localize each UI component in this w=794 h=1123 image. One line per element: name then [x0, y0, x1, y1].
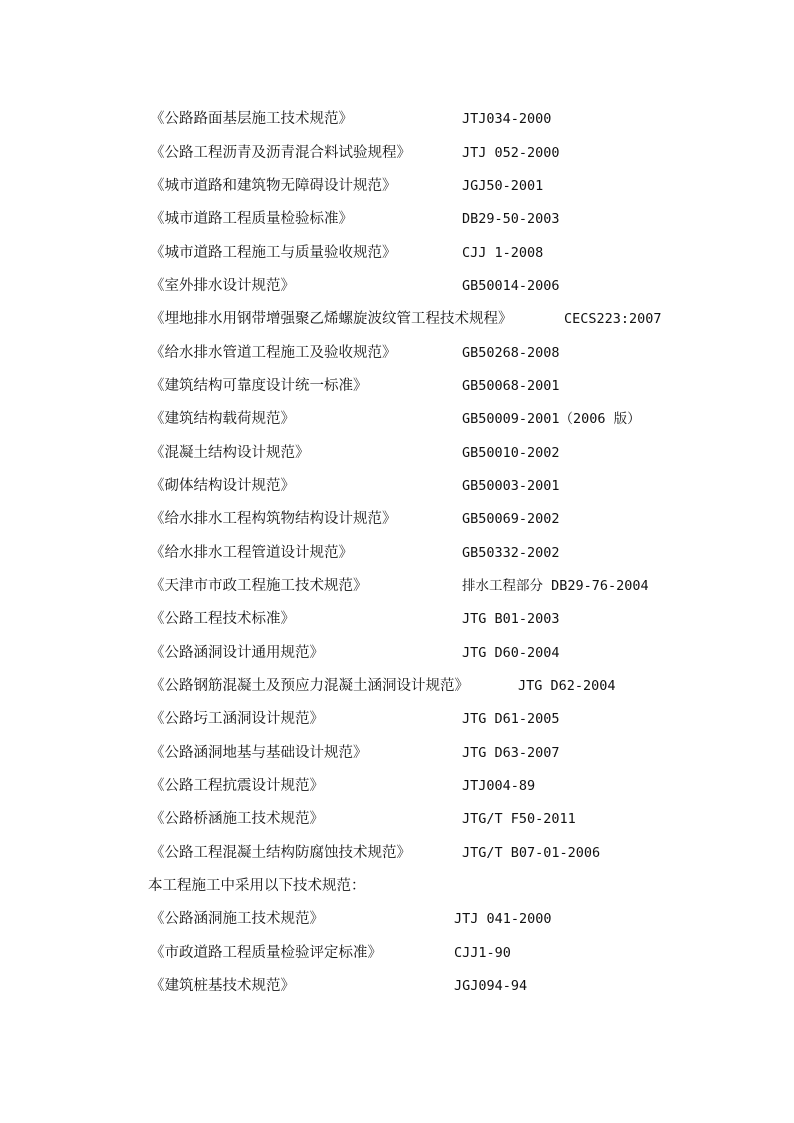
standard-title: 《市政道路工程质量检验评定标准》	[150, 945, 382, 961]
standard-entry	[150, 541, 560, 565]
standard-code: GB50069-2002	[462, 511, 560, 527]
standard-title: 《公路工程沥青及沥青混合料试验规程》	[150, 145, 411, 161]
standard-title: 《公路涵洞设计通用规范》	[150, 645, 324, 661]
standard-title: 《城市道路工程质量检验标准》	[150, 211, 353, 227]
standard-code: JTG D60-2004	[462, 645, 560, 661]
standard-code: GB50014-2006	[462, 278, 560, 294]
standard-code: JTJ004-89	[462, 778, 536, 794]
standard-title: 《公路钢筋混凝土及预应力混凝土涵洞设计规范》	[150, 678, 469, 694]
standard-title: 《公路工程抗震设计规范》	[150, 778, 324, 794]
standard-title: 《建筑结构载荷规范》	[150, 411, 295, 427]
standard-entry	[150, 107, 552, 131]
standard-title: 《天津市市政工程施工技术规范》	[150, 578, 368, 594]
standard-entry	[150, 174, 544, 198]
standard-title: 《给水排水工程构筑物结构设计规范》	[150, 511, 397, 527]
standard-entry	[150, 274, 560, 298]
standard-code: JTG D63-2007	[462, 745, 560, 761]
standard-title: 《公路圬工涵洞设计规范》	[150, 711, 324, 727]
construction-standard-entry	[150, 974, 528, 998]
standard-title: 《建筑结构可靠度设计统一标准》	[150, 378, 368, 394]
standard-entry	[150, 741, 560, 765]
standard-title: 《城市道路工程施工与质量验收规范》	[150, 245, 397, 261]
standard-entry	[150, 341, 560, 365]
standard-code: JTJ 041-2000	[454, 911, 552, 927]
standard-title: 《混凝土结构设计规范》	[150, 445, 310, 461]
standard-code: CECS223:2007	[564, 311, 662, 327]
standard-entry	[150, 141, 560, 165]
standard-entry	[150, 307, 662, 331]
standard-code: JGJ094-94	[454, 978, 528, 994]
standard-code: JTG D62-2004	[518, 678, 616, 694]
standard-entry	[150, 707, 560, 731]
standard-entry	[150, 441, 560, 465]
standard-code: JTJ034-2000	[462, 111, 552, 127]
standard-code: JTG/T F50-2011	[462, 811, 576, 827]
standard-code: CJJ1-90	[454, 945, 511, 961]
standard-code: JGJ50-2001	[462, 178, 544, 194]
standard-entry	[150, 207, 560, 231]
standard-code: GB50003-2001	[462, 478, 560, 494]
standard-title: 《公路路面基层施工技术规范》	[150, 111, 353, 127]
standard-code: GB50009-2001（2006 版）	[462, 411, 641, 427]
standard-title: 《给水排水工程管道设计规范》	[150, 545, 353, 561]
standard-code: 排水工程部分 DB29-76-2004	[462, 578, 649, 594]
standard-entry	[150, 807, 576, 831]
standard-entry	[150, 674, 616, 698]
standard-code: JTG/T B07-01-2006	[462, 845, 601, 861]
standard-code: JTJ 052-2000	[462, 145, 560, 161]
standard-title: 《公路工程技术标准》	[150, 611, 295, 627]
standard-title: 《埋地排水用钢带增强聚乙烯螺旋波纹管工程技术规程》	[150, 311, 513, 327]
construction-heading: 本工程施工中采用以下技术规范：	[148, 878, 366, 894]
standard-code: JTG D61-2005	[462, 711, 560, 727]
standard-title: 《公路涵洞施工技术规范》	[150, 911, 324, 927]
standard-code: GB50268-2008	[462, 345, 560, 361]
standard-entry	[150, 407, 641, 431]
standard-title: 《给水排水管道工程施工及验收规范》	[150, 345, 397, 361]
construction-standard-entry	[150, 907, 552, 931]
standard-entry	[150, 574, 649, 598]
standard-entry	[150, 474, 560, 498]
standard-title: 《公路桥涵施工技术规范》	[150, 811, 324, 827]
standard-title: 《砌体结构设计规范》	[150, 478, 295, 494]
standard-title: 《室外排水设计规范》	[150, 278, 295, 294]
standard-entry	[150, 841, 601, 865]
standard-entry	[150, 374, 560, 398]
standard-entry	[150, 774, 536, 798]
standard-entry	[150, 507, 560, 531]
construction-standard-entry	[150, 941, 511, 965]
standard-entry	[150, 641, 560, 665]
standard-entry	[150, 241, 544, 265]
standard-entry	[150, 607, 560, 631]
standard-code: DB29-50-2003	[462, 211, 560, 227]
standard-title: 《公路工程混凝土结构防腐蚀技术规范》	[150, 845, 411, 861]
standard-code: GB50010-2002	[462, 445, 560, 461]
standard-code: CJJ 1-2008	[462, 245, 544, 261]
standard-code: GB50068-2001	[462, 378, 560, 394]
standard-title: 《城市道路和建筑物无障碍设计规范》	[150, 178, 397, 194]
standard-code: JTG B01-2003	[462, 611, 560, 627]
standard-title: 《公路涵洞地基与基础设计规范》	[150, 745, 368, 761]
standard-title: 《建筑桩基技术规范》	[150, 978, 295, 994]
standard-code: GB50332-2002	[462, 545, 560, 561]
